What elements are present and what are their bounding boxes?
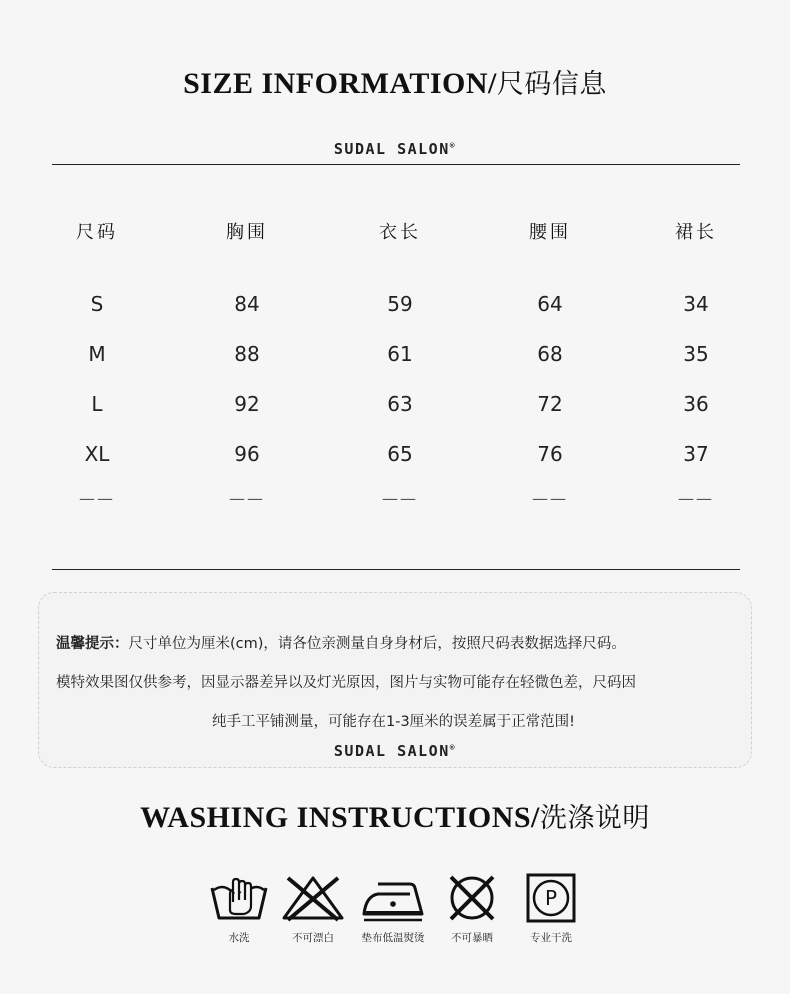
table-cell: —— [678,489,714,508]
header-size: 尺码 [76,222,118,243]
hand-wash-icon [208,872,270,924]
low-iron-icon [360,872,426,924]
table-cell: 92 [234,392,260,416]
size-information-title [0,62,790,101]
table-cell: 65 [387,442,413,466]
wash-item-no-sun-dry [437,872,507,945]
wash-label: 不可漂白 [292,932,334,944]
wash-title-en: WASHING INSTRUCTIONS/ [140,801,540,834]
note-line-3: 纯手工平铺测量，可能存在1-3厘米的误差属于正常范围! [212,714,575,730]
note-text-1: 尺寸单位为厘米(cm)，请各位亲测量自身身材后，按照尺码表数据选择尺码。 [128,636,626,652]
table-cell: 36 [683,392,709,416]
table-cell: 64 [537,292,563,316]
no-sun-dry-icon [441,872,503,924]
brand-logo-note [0,742,790,760]
table-cell: 63 [387,392,413,416]
wash-label: 专业干洗 [530,932,572,944]
no-bleach-icon [280,872,346,924]
table-cell: 88 [234,342,260,366]
table-cell: 72 [537,392,563,416]
table-cell: 35 [683,342,709,366]
header-waist: 腰围 [529,222,571,243]
wash-item-dry-clean [516,872,586,945]
note-line-2: 模特效果图仅供参考，因显示器差异以及灯光原因，图片与实物可能存在轻微色差，尺码因 [56,675,636,691]
wash-item-no-bleach [278,872,348,945]
table-cell: 59 [387,292,413,316]
size-title-en: SIZE INFORMATION/ [183,67,497,100]
table-cell: 34 [683,292,709,316]
wash-label: 不可暴晒 [451,932,493,944]
header-bust: 胸围 [226,222,268,243]
header-length: 衣长 [379,222,421,243]
note-label: 温馨提示： [56,636,129,652]
size-title-cn: 尺码信息 [496,69,607,100]
wash-label: 水洗 [228,932,250,944]
note-line-1 [56,632,756,653]
table-cell: 37 [683,442,709,466]
table-cell: S [90,292,104,316]
table-cell: 68 [537,342,563,366]
table-cell: —— [532,489,568,508]
table-cell: 76 [537,442,563,466]
brand-registered-mark: ® [449,141,457,150]
table-cell: 61 [387,342,413,366]
wash-label: 垫布低温熨烫 [361,932,425,944]
table-cell: 84 [234,292,260,316]
washing-instructions-title [0,796,790,835]
table-cell: 96 [234,442,260,466]
table-cell: —— [382,489,418,508]
divider-bottom [52,569,740,570]
table-cell: M [88,342,106,366]
wash-item-low-iron [358,872,428,945]
table-cell: —— [229,489,265,508]
wash-item-hand-wash [204,872,274,945]
table-cell: —— [79,489,115,508]
table-cell: L [91,392,103,416]
header-skirt-length: 裙长 [675,222,717,243]
wash-title-cn: 洗涤说明 [539,803,650,834]
svg-text:P: P [544,886,558,910]
brand-registered-mark: ® [449,743,457,752]
brand-text: SUDAL SALON [333,742,450,760]
dry-clean-icon [520,872,582,924]
brand-logo [0,140,790,158]
brand-text: SUDAL SALON [333,140,450,158]
divider-top [52,164,740,165]
table-cell: XL [84,442,110,466]
